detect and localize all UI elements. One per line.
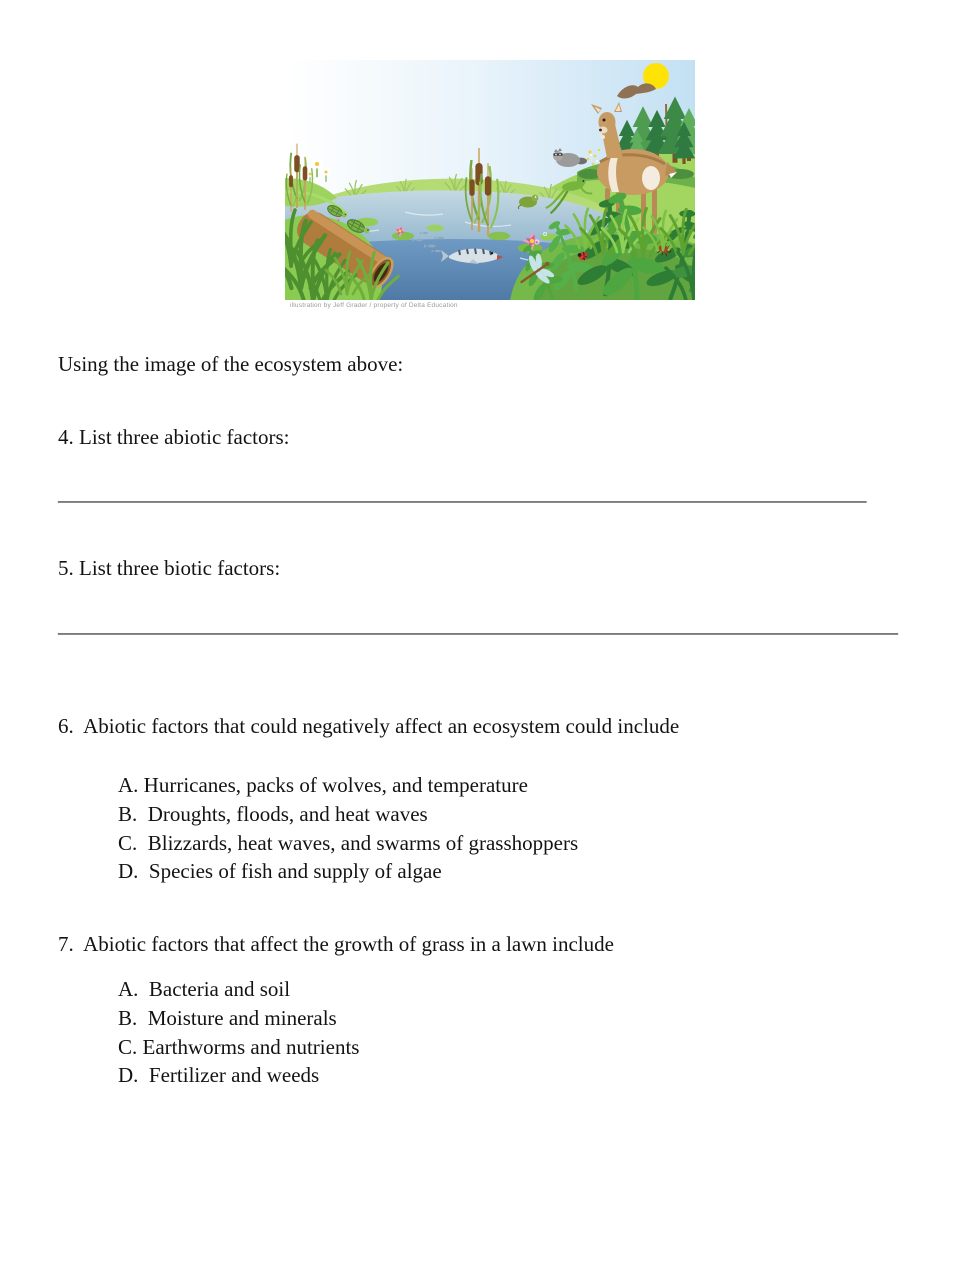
choice-7d: D. Fertilizer and weeds: [118, 1063, 320, 1088]
question-4-answer-line: _____________________________________________________________________________: [58, 481, 867, 505]
question-6-choices: [118, 771, 578, 886]
choice-6c: C. Blizzards, heat waves, and swarms of grasshoppers: [118, 830, 579, 855]
question-7-choices: [118, 975, 359, 1090]
question-4-label: 4. List three abiotic factors:: [58, 425, 290, 449]
question-6-label: 6. Abiotic factors that could negatively affect an ecosystem could include: [58, 714, 680, 738]
choice-7c: C. Earthworms and nutrients: [118, 1034, 360, 1059]
question-5-label: 5. List three biotic factors:: [58, 556, 281, 580]
choice-7a: A. Bacteria and soil: [118, 977, 291, 1001]
question-5-answer-line: ________________________________________________________________________________: [58, 613, 898, 637]
choice-7b: B. Moisture and minerals: [118, 1005, 337, 1030]
choice-6b: B. Droughts, floods, and heat waves: [118, 801, 428, 826]
choice-6a: A. Hurricanes, packs of wolves, and temperature: [118, 773, 528, 797]
choice-6d: D. Species of fish and supply of algae: [118, 859, 442, 884]
ecosystem-figure: [285, 60, 695, 309]
intro-text: Using the image of the ecosystem above:: [58, 352, 404, 376]
question-7-label: 7. Abiotic factors that affect the growth of grass in a lawn include: [58, 932, 614, 956]
illustration-caption: illustration by Jeff Grader / property of Delta Education: [290, 302, 458, 309]
ecosystem-illustration: [285, 60, 695, 300]
